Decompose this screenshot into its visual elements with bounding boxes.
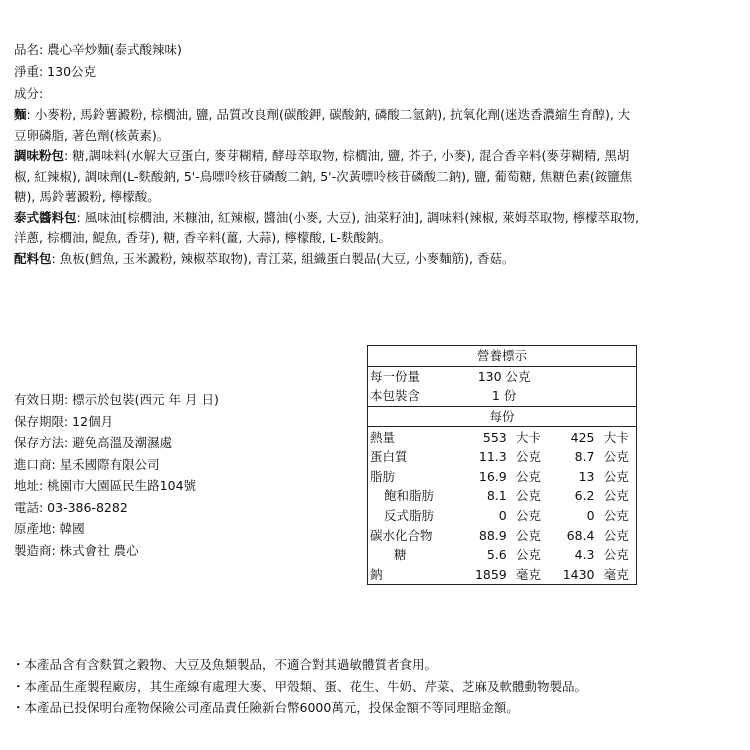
per-serving-value: 11.3 — [478, 449, 507, 465]
per-100g-value: 425 — [570, 429, 595, 445]
per-100g-value: 8.7 — [574, 449, 595, 465]
nutrition-row — [368, 467, 637, 487]
per-100g-unit: 公克 — [597, 447, 637, 467]
noodle-ingredients — [14, 105, 642, 146]
per-serving-unit: 公克 — [515, 449, 541, 465]
nutrient-name: 鈉 — [368, 565, 461, 585]
nutrition-row — [368, 506, 637, 526]
seasoning-label: 調味粉包 — [14, 148, 65, 163]
nutrition-table — [367, 345, 637, 585]
ingredients-heading: 成分: — [14, 86, 44, 101]
per-serving-unit: 公克 — [515, 547, 541, 563]
per-serving-value: 1859 — [460, 565, 508, 585]
per-serving-unit: 公克 — [515, 527, 541, 543]
per-100g-value: 68.4 — [566, 527, 595, 543]
sauce-label: 泰式醬料包 — [14, 209, 77, 225]
topping-text: : 魚板(鱈魚, 玉米澱粉, 辣椒萃取物), 青江菜, 組織蛋白製品(大豆, 小麥麵筋), 香菇。 — [51, 250, 515, 266]
topping-ingredients — [14, 249, 642, 270]
expiry-date: 有效日期: 標示於包裝(西元 年 月 日) — [14, 392, 219, 407]
per-serving-unit: 毫克 — [509, 565, 548, 585]
servings-value: 1 份 — [460, 386, 548, 406]
nutrition-row — [368, 427, 637, 447]
manufacturer: 製造商: 株式會社 農心 — [14, 542, 139, 558]
product-name: 品名: 農心辛炒麵(泰式酸辣味) — [14, 42, 182, 57]
nutrition-title: 營養標示 — [368, 346, 637, 367]
address: 地址: 桃園市大園區民生路104號 — [14, 478, 197, 493]
per-100g-value: 4.3 — [574, 547, 595, 563]
per-100g-value: 13 — [578, 468, 595, 484]
per-100g-unit: 公克 — [597, 545, 637, 565]
nutrition-row — [368, 565, 637, 585]
nutrition-row — [368, 545, 637, 565]
nutrient-name: 脂肪 — [368, 467, 461, 487]
nutrient-name: 碳水化合物 — [368, 525, 461, 545]
per-serving-value: 553 — [482, 429, 507, 445]
servings-label: 本包裝含 — [368, 386, 461, 406]
nutrient-name: 反式脂肪 — [368, 506, 461, 526]
origin: 原產地: 韓國 — [14, 521, 85, 536]
sauce-ingredients — [14, 208, 642, 249]
per-100g-value: 6.2 — [574, 488, 595, 504]
noodle-text: : 小麥粉, 馬鈴薯澱粉, 棕櫚油, 鹽, 品質改良劑(碳酸鉀, 碳酸鈉, 磷酸二氫鈉), 抗氧化劑(迷迭香濃縮生育醇), 大豆卵磷脂, 著色劑(核黃素)。 — [14, 107, 631, 143]
per-serving-value: 8.1 — [486, 488, 507, 504]
nutrient-name: 蛋白質 — [368, 447, 461, 467]
nutrient-name: 糖 — [368, 545, 461, 565]
nutrition-row — [368, 486, 637, 506]
seasoning-text: : 糖,調味料(水解大豆蛋白, 麥芽糊精, 酵母萃取物, 棕櫚油, 鹽, 芥子, 小麥), 混合香辛料(麥芽糊精, 黑胡椒, 紅辣椒), 調味劑(L-麩酸鈉, 5'-鳥嘌呤核苷磷酸二鈉, 5'-次黃嘌呤核苷磷酸二鈉), 鹽, 葡萄糖, 焦糖色素(銨鹽焦糖), 馬鈴薯澱粉, 檸檬酸。 — [14, 148, 633, 204]
per-serving-unit: 大卡 — [515, 429, 541, 445]
product-info — [14, 389, 219, 561]
nutrient-name: 飽和脂肪 — [368, 486, 461, 506]
allergen-notes — [12, 654, 587, 719]
per-serving-header: 每份 — [368, 406, 637, 427]
per-serving-unit: 公克 — [515, 508, 541, 524]
per-100g-unit: 公克 — [597, 506, 637, 526]
per-100g-unit: 公克 — [597, 525, 637, 545]
nutrient-name: 熱量 — [368, 427, 461, 447]
net-weight: 淨重: 130公克 — [14, 64, 97, 79]
per-serving-value: 16.9 — [478, 468, 507, 484]
shelf-life: 保存期限: 12個月 — [14, 413, 114, 429]
note-production-line: ・本產品生產製程廠房，其生產線有處理大麥、甲殼類、蛋、花生、牛奶、芹菜、芝麻及軟體動物製品。 — [12, 678, 588, 694]
storage-method: 保存方法: 避免高溫及潮濕處 — [14, 435, 173, 450]
per-100g-unit: 大卡 — [597, 427, 637, 447]
note-allergen: ・本產品含有含麩質之穀物、大豆及魚類製品，不適合對其過敏體質者食用。 — [12, 657, 438, 672]
sauce-text: : 風味油[棕櫚油, 米糠油, 紅辣椒, 醬油(小麥, 大豆), 油菜籽油], 調味料(辣椒, 萊姆萃取物, 檸檬萃取物, 洋蔥, 棕櫚油, 鯷魚, 香芽), 糖, 香辛料(薑, 大蒜), 檸檬酸, L-麩酸鈉。 — [14, 209, 640, 245]
per-serving-value: 5.6 — [486, 547, 507, 563]
ingredients-block — [14, 105, 642, 269]
phone: 電話: 03-386-8282 — [14, 499, 128, 515]
nutrition-row — [368, 525, 637, 545]
seasoning-ingredients — [14, 146, 642, 208]
per-100g-value: 0 — [586, 508, 595, 524]
per-100g-value: 1430 — [548, 565, 596, 585]
per-serving-unit: 公克 — [515, 488, 541, 504]
per-100g-unit: 公克 — [597, 486, 637, 506]
note-insurance: ・本產品已投保明台產物保險公司產品責任險新台幣6000萬元，投保金額不等同理賠金額。 — [12, 700, 519, 715]
per-serving-value: 0 — [498, 508, 507, 524]
noodle-label: 麵 — [14, 107, 27, 122]
per-100g-unit: 毫克 — [597, 565, 637, 585]
nutrition-row — [368, 447, 637, 467]
per-serving-unit: 公克 — [515, 468, 541, 484]
per-100g-unit: 公克 — [597, 467, 637, 487]
topping-label: 配料包 — [14, 250, 52, 266]
importer: 進口商: 星禾國際有限公司 — [14, 456, 160, 472]
serving-size-value: 130 公克 — [477, 368, 531, 384]
per-serving-value: 88.9 — [478, 527, 507, 543]
serving-size-label: 每一份量 — [368, 366, 461, 386]
